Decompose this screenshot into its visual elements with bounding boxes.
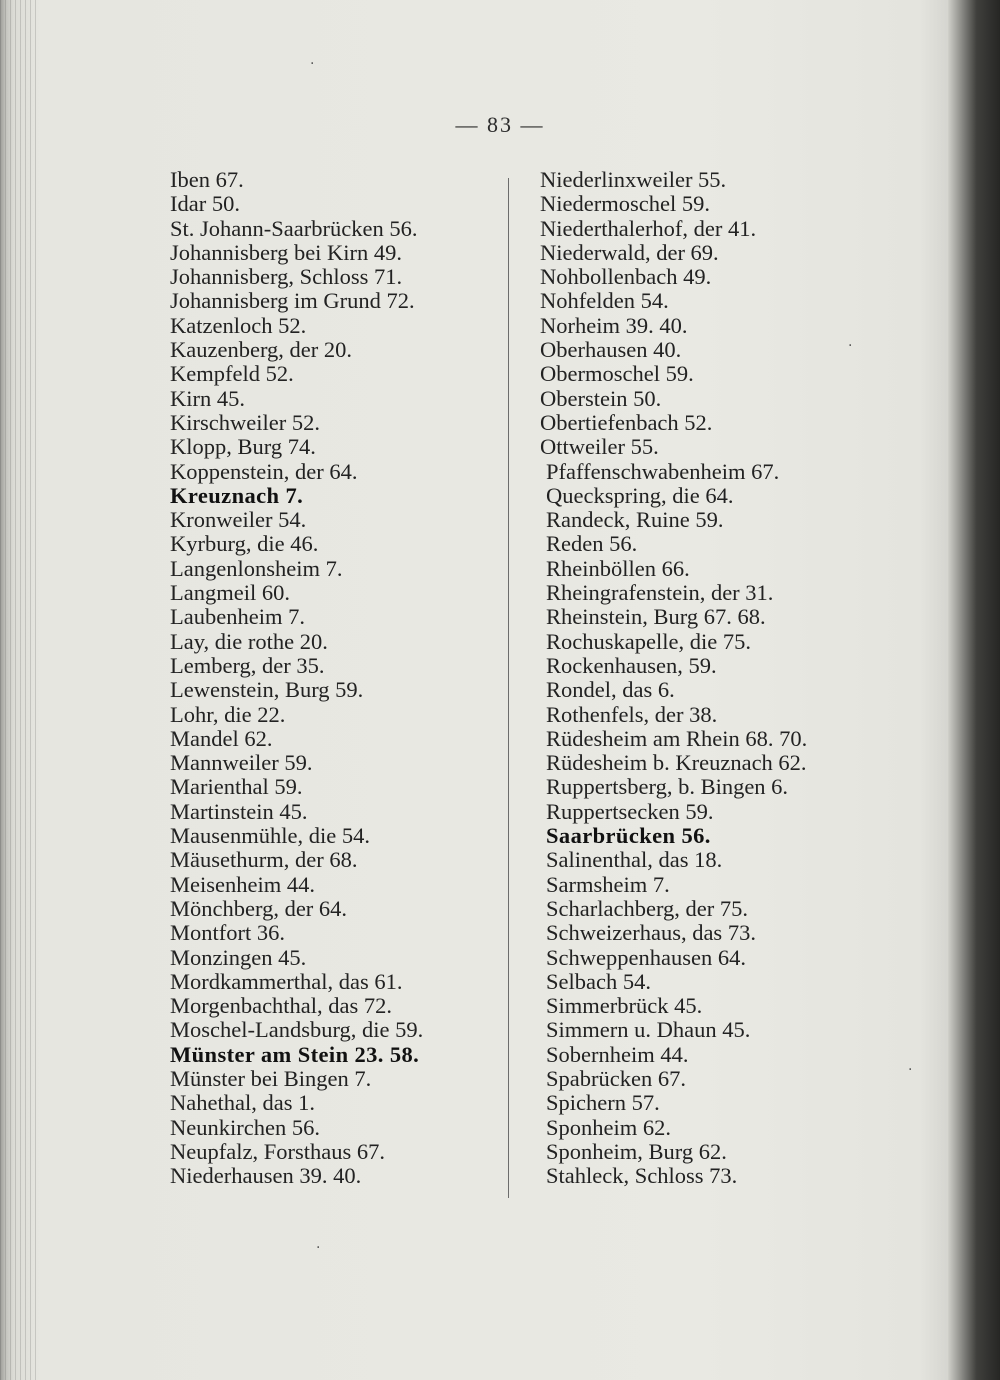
index-entry: Queckspring, die 64. xyxy=(546,482,734,508)
index-entry: Spichern 57. xyxy=(546,1090,660,1116)
index-entry: Neunkirchen 56. xyxy=(170,1114,320,1140)
index-entry: Simmern u. Dhaun 45. xyxy=(546,1017,751,1043)
index-entry: Sobernheim 44. xyxy=(546,1041,689,1067)
index-entry: Ruppertsecken 59. xyxy=(546,798,714,824)
index-entry: Oberhausen 40. xyxy=(540,337,682,363)
index-entry: Koppenstein, der 64. xyxy=(170,458,358,484)
index-entry: Schweizerhaus, das 73. xyxy=(546,920,756,946)
index-entry: Mausenmühle, die 54. xyxy=(170,823,370,849)
index-entry: Kauzenberg, der 20. xyxy=(170,337,353,363)
index-entry: Norheim 39. 40. xyxy=(540,312,688,338)
index-entry: Scharlachberg, der 75. xyxy=(546,895,749,921)
index-entry: Kreuznach 7. xyxy=(170,482,304,508)
index-entry: Iben 67. xyxy=(170,167,244,192)
index-entry: Monzingen 45. xyxy=(170,944,307,970)
index-entry: Rheinstein, Burg 67. 68. xyxy=(546,604,766,630)
index-entry: Lewenstein, Burg 59. xyxy=(170,677,364,703)
index-entry: Martinstein 45. xyxy=(170,798,308,824)
index-entry: Mandel 62. xyxy=(170,725,273,751)
index-entry: Kirn 45. xyxy=(170,385,245,411)
index-entry: Spabrücken 67. xyxy=(546,1065,686,1091)
index-entry: Lay, die rothe 20. xyxy=(170,628,328,654)
page-stack-edge xyxy=(0,0,40,1380)
index-entry: Niederlinxweiler 55. xyxy=(540,167,727,192)
index-entry: Mordkammerthal, das 61. xyxy=(170,968,403,994)
index-entry: Pfaffenschwabenheim 67. xyxy=(546,458,780,484)
index-entry: Niederhausen 39. 40. xyxy=(170,1163,362,1189)
index-entry: Rheinböllen 66. xyxy=(546,555,690,581)
index-entry: Rockenhausen, 59. xyxy=(546,652,717,678)
index-entry: Rüdesheim am Rhein 68. 70. xyxy=(546,725,808,751)
index-entry: Mönchberg, der 64. xyxy=(170,895,348,921)
index-column-left xyxy=(170,168,500,1188)
index-entry: Lohr, die 22. xyxy=(170,701,286,727)
index-entry: Katzenloch 52. xyxy=(170,312,307,338)
index-entry: Münster am Stein 23. 58. xyxy=(170,1041,420,1067)
index-entry: Münster bei Bingen 7. xyxy=(170,1065,372,1091)
index-entry: Rothenfels, der 38. xyxy=(546,701,718,727)
index-entry: Montfort 36. xyxy=(170,920,285,946)
index-entry: Selbach 54. xyxy=(546,968,651,994)
index-entry: Johannisberg, Schloss 71. xyxy=(170,264,403,290)
index-entry: Ruppertsberg, b. Bingen 6. xyxy=(546,774,789,800)
index-entry: Lemberg, der 35. xyxy=(170,652,325,678)
index-entry: Stahleck, Schloss 73. xyxy=(546,1163,738,1189)
index-entry: Obermoschel 59. xyxy=(540,361,694,387)
index-entry: Johannisberg im Grund 72. xyxy=(170,288,415,314)
ink-speck: · xyxy=(908,1062,913,1078)
index-entry: Kempfeld 52. xyxy=(170,361,294,387)
index-entry: Niedermoschel 59. xyxy=(540,191,710,217)
ink-speck: · xyxy=(848,338,853,354)
ink-speck: · xyxy=(310,56,315,72)
index-entry: Schweppenhausen 64. xyxy=(546,944,746,970)
index-entry: Nohbollenbach 49. xyxy=(540,264,712,290)
index-entry: Kyrburg, die 46. xyxy=(170,531,319,557)
index-entry: Sarmsheim 7. xyxy=(546,871,670,897)
index-entry: Johannisberg bei Kirn 49. xyxy=(170,239,403,265)
index-entry: Mäusethurm, der 68. xyxy=(170,847,358,873)
index-entry: Neupfalz, Forsthaus 67. xyxy=(170,1138,385,1164)
index-entry: Nohfelden 54. xyxy=(540,288,669,314)
index-entry: Simmerbrück 45. xyxy=(546,993,703,1019)
column-divider xyxy=(508,178,509,1198)
index-entry: Rheingrafenstein, der 31. xyxy=(546,580,774,606)
index-entry: Klopp, Burg 74. xyxy=(170,434,316,460)
index-entry: Kirschweiler 52. xyxy=(170,409,320,435)
index-entry: Morgenbachthal, das 72. xyxy=(170,993,393,1019)
page-number: — 83 — xyxy=(455,112,545,137)
index-column-right xyxy=(540,167,853,1189)
index-entry: Reden 56. xyxy=(546,531,638,557)
index-entry: Sponheim, Burg 62. xyxy=(546,1138,727,1164)
index-entry: Langenlonsheim 7. xyxy=(170,555,343,581)
index-entry: Salinenthal, das 18. xyxy=(546,847,723,873)
index-entry: Rüdesheim b. Kreuznach 62. xyxy=(546,750,807,776)
index-entry: Rochuskapelle, die 75. xyxy=(546,628,751,654)
index-entry: Moschel-Landsburg, die 59. xyxy=(170,1017,424,1043)
index-entry: Ottweiler 55. xyxy=(540,434,659,460)
index-entry: Laubenheim 7. xyxy=(170,604,305,630)
index-entry: Nahethal, das 1. xyxy=(170,1090,315,1116)
index-entry: Saarbrücken 56. xyxy=(546,823,711,849)
index-entry: Mannweiler 59. xyxy=(170,750,313,776)
ink-speck: · xyxy=(316,1240,321,1256)
index-entry: Rondel, das 6. xyxy=(546,677,675,703)
index-entry: Niederwald, der 69. xyxy=(540,239,719,265)
book-spine-shadow xyxy=(948,0,1000,1380)
index-entry: Marienthal 59. xyxy=(170,774,303,800)
index-entry: Meisenheim 44. xyxy=(170,871,315,897)
index-entry: Niederthalerhof, der 41. xyxy=(540,215,757,241)
index-entry: Oberstein 50. xyxy=(540,385,662,411)
index-entry: Obertiefenbach 52. xyxy=(540,409,713,435)
index-entry: Kronweiler 54. xyxy=(170,507,307,533)
index-entry: Randeck, Ruine 59. xyxy=(546,507,724,533)
index-entry: Langmeil 60. xyxy=(170,580,290,606)
index-entry: Idar 50. xyxy=(170,191,240,217)
index-entry: St. Johann-Saarbrücken 56. xyxy=(170,215,418,241)
index-entry: Sponheim 62. xyxy=(546,1114,672,1140)
